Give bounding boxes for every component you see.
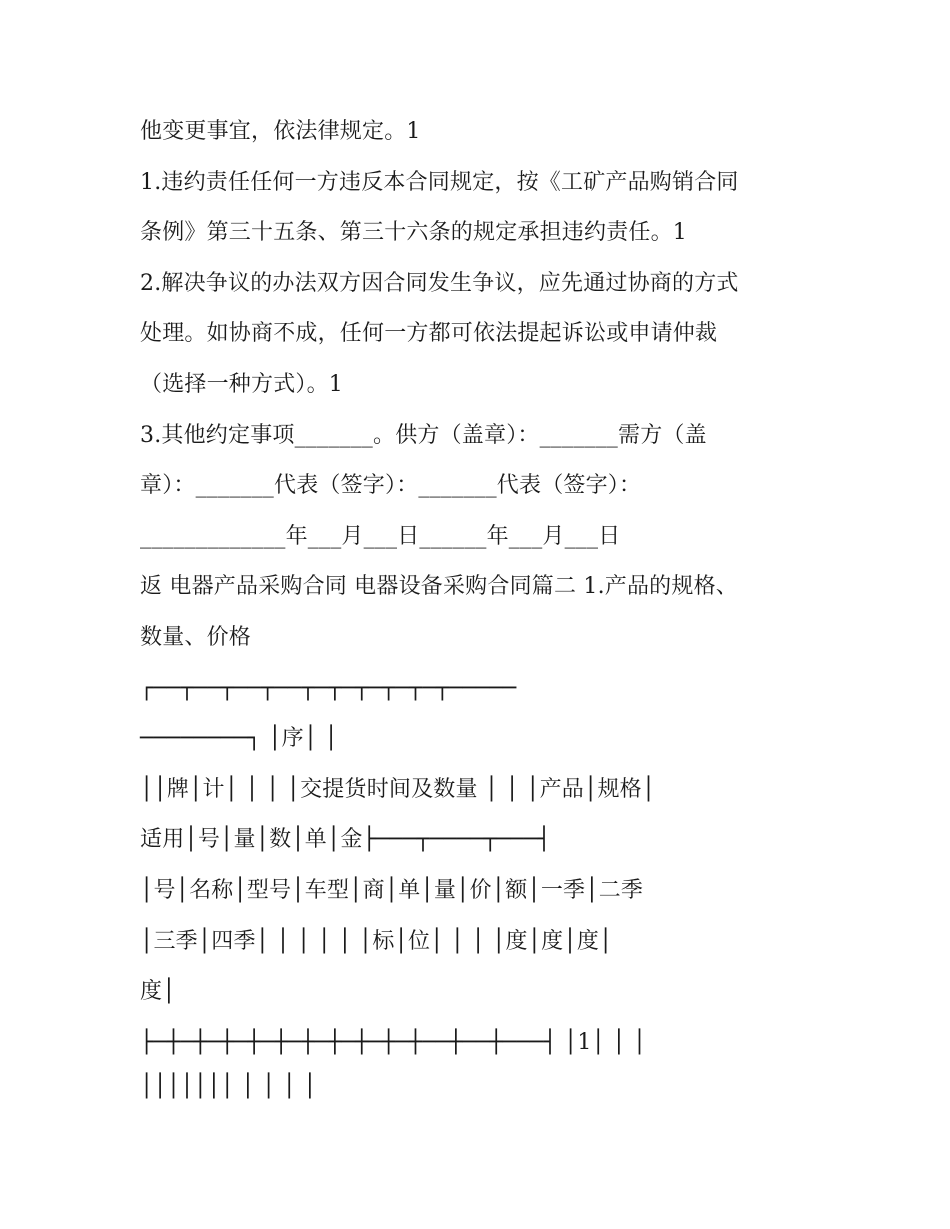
text-line-6: （选择一种方式）。1 xyxy=(140,371,343,397)
text-line-10: 返 电器产品采购合同 电器设备采购合同篇二 1.产品的规格、 xyxy=(140,574,738,600)
table-text-line-4: 适用│号│量│数│单│金├───┬────┬───┤ xyxy=(140,827,551,853)
text-line-11: 数量、价格 xyxy=(140,624,252,650)
table-text-line-2: ────────┐ │序│ │ xyxy=(140,726,338,752)
text-line-9: _____________年___月___日______年___月___日 xyxy=(140,523,621,549)
text-line-2: 1.违约责任任何一方违反本合同规定，按《工矿产品购销合同 xyxy=(140,169,739,195)
text-line-1: 他变更事宜，依法律规定。1 xyxy=(140,119,421,144)
table-text-line-7: 度│ xyxy=(140,979,176,1005)
text-line-3: 条例》第三十五条、第三十六条的规定承担违约责任。1 xyxy=(140,220,687,246)
text-line-7: 3.其他约定事项_______。供方（盖章）：_______需方（盖 xyxy=(140,422,707,448)
contract-text xyxy=(140,107,820,1106)
text-line-5: 处理。如协商不成，任何一方都可依法提起诉讼或申请仲裁 xyxy=(140,321,718,347)
text-line-8: 章）：_______代表（签字）：_______代表（签字）： xyxy=(140,473,642,499)
table-text-line-9: │││││││ │ │ │ │ xyxy=(140,1074,317,1100)
table-text-line-1: ┌──┬──┬──┬──┬─┬─┬─┬─┬─┬───── xyxy=(140,675,517,701)
table-text-line-8: ├─┼─┼─┼─┼─┼─┼─┼─┼─┼─┼──┼──┼───┤ │1│ │ │ xyxy=(140,1029,647,1055)
table-text-line-5: │号│名称│型号│车型│商│单│量│价│额│一季│二季 xyxy=(140,877,644,903)
table-text-line-3: ││牌│计│ │ │ │交提货时间及数量 │ │ │产品│规格│ xyxy=(140,776,656,802)
table-text-line-6: │三季│四季│ │ │ │ │ │标│位│ │ │ │度│度│度│ xyxy=(140,928,613,954)
text-line-4: 2.解决争议的办法双方因合同发生争议，应先通过协商的方式 xyxy=(140,270,739,296)
